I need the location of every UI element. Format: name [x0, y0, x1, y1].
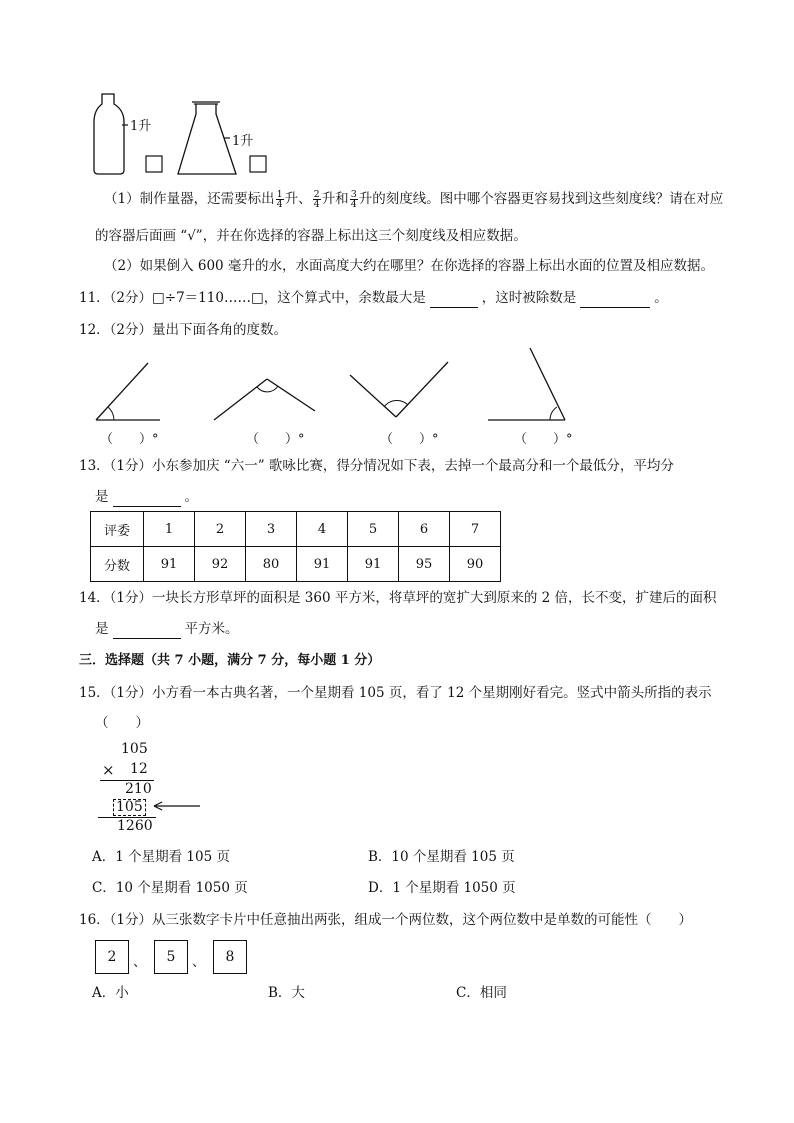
flask-label: 1升	[232, 134, 254, 149]
q15-option-c[interactable]: C．10 个星期看 1050 页	[92, 880, 248, 896]
table-cell: 95	[399, 547, 450, 582]
q16-option-b[interactable]: B．大	[268, 985, 305, 1001]
table-cell: 90	[450, 547, 501, 582]
calc-multiplier: 12	[130, 761, 148, 777]
table-cell: 4	[297, 512, 348, 547]
calc-multiplicand: 105	[121, 741, 148, 757]
table-row-judges	[91, 512, 501, 547]
q10-part1-line2: 的容器后面画 “√”，并在你选择的容器上标出这三个刻度线及相应数据。	[95, 228, 527, 244]
card-separator: 、	[133, 954, 147, 970]
table-cell: 1	[144, 512, 195, 547]
q15-paren[interactable]: （ ）	[95, 715, 149, 731]
q15-option-a[interactable]: A．1 个星期看 105 页	[92, 849, 230, 865]
fraction-quarter: $\frac{1}{4}$	[276, 189, 283, 210]
q15-line1: 15．（1分）小方看一本古典名著，一个星期看 105 页，看了 12 个星期刚好看完。竖式中箭头所指的表示	[79, 685, 712, 701]
card-separator: 、	[192, 954, 206, 970]
q15-option-d[interactable]: D．1 个星期看 1050 页	[368, 880, 516, 896]
angle4-answer[interactable]: （ ）°	[514, 432, 573, 447]
q10-part1-line1: （1）制作量器，还需要标出 $\frac{1}{4}$ 升、 $\frac{2}{4}$ 升和 $\frac{3}{4}$ 升的刻度线。图中哪个容器更容易找到这些刻度线？请在对应	[104, 189, 724, 210]
q14-line1: 14．（1分）一块长方形草坪的面积是 360 平方米，将草坪的宽扩大到原来的 2 倍，长不变，扩建后的面积	[79, 590, 717, 606]
q11: 11．（2分）□÷7＝110……□，这个算式中，余数最大是 ，这时被除数是 。	[79, 290, 668, 306]
table-header: 评委	[91, 512, 144, 547]
q16-option-a[interactable]: A．小	[92, 985, 129, 1001]
number-card-2: 2	[95, 940, 129, 974]
arrow-left-icon	[150, 799, 202, 813]
score-table	[90, 511, 501, 582]
q13-blank-average[interactable]	[113, 492, 181, 507]
calc-partial1: 210	[125, 781, 152, 797]
calc-partial2-boxed: 105	[113, 799, 146, 816]
q11-blank-dividend[interactable]	[580, 293, 650, 308]
number-card-5: 5	[154, 940, 188, 974]
table-cell: 7	[450, 512, 501, 547]
calc-result: 1260	[117, 818, 153, 834]
table-cell: 6	[399, 512, 450, 547]
table-cell: 92	[195, 547, 246, 582]
angle1-answer[interactable]: （ ）°	[100, 432, 159, 447]
q16-line1: 16．（1分）从三张数字卡片中任意抽出两张，组成一个两位数，这个两位数中是单数的可能性（ ）	[79, 912, 693, 928]
q11-blank-remainder[interactable]	[430, 293, 478, 308]
table-row-scores	[91, 547, 501, 582]
fraction-three-quarters: $\frac{3}{4}$	[350, 189, 357, 210]
angle3-answer[interactable]: （ ）°	[380, 432, 439, 447]
table-cell: 91	[297, 547, 348, 582]
table-cell: 91	[348, 547, 399, 582]
q16-option-c[interactable]: C．相同	[456, 985, 507, 1001]
bottle-label: 1升	[130, 119, 152, 134]
table-cell: 2	[195, 512, 246, 547]
q14-blank-area[interactable]	[113, 624, 181, 639]
angles-figure	[90, 345, 580, 425]
q14-line2: 是 平方米。	[95, 621, 239, 637]
table-cell: 3	[246, 512, 297, 547]
q10-text-a: （1）制作量器，还需要标出	[104, 191, 275, 207]
q15-option-b[interactable]: B．10 个星期看 105 页	[368, 849, 515, 865]
number-card-8: 8	[213, 940, 247, 974]
table-cell: 80	[246, 547, 297, 582]
section-3-heading: 三．选择题（共 7 小题，满分 7 分，每小题 1 分）	[79, 653, 381, 668]
q12-question: 12．（2分）量出下面各角的度数。	[79, 322, 288, 338]
q13-line2: 是 。	[95, 489, 198, 505]
q10-part2: （2）如果倒入 600 毫升的水，水面高度大约在哪里？在你选择的容器上标出水面的位置及相应数据。	[104, 258, 714, 274]
q13-line1: 13．（1分）小东参加庆 “六一” 歌咏比赛，得分情况如下表，去掉一个最高分和一个最低分，平均分	[79, 458, 674, 474]
angle2-answer[interactable]: （ ）°	[246, 432, 305, 447]
calc-times-sign: ×	[102, 761, 115, 779]
table-cell: 91	[144, 547, 195, 582]
table-header: 分数	[91, 547, 144, 582]
fraction-two-quarters: $\frac{2}{4}$	[313, 189, 320, 210]
table-cell: 5	[348, 512, 399, 547]
